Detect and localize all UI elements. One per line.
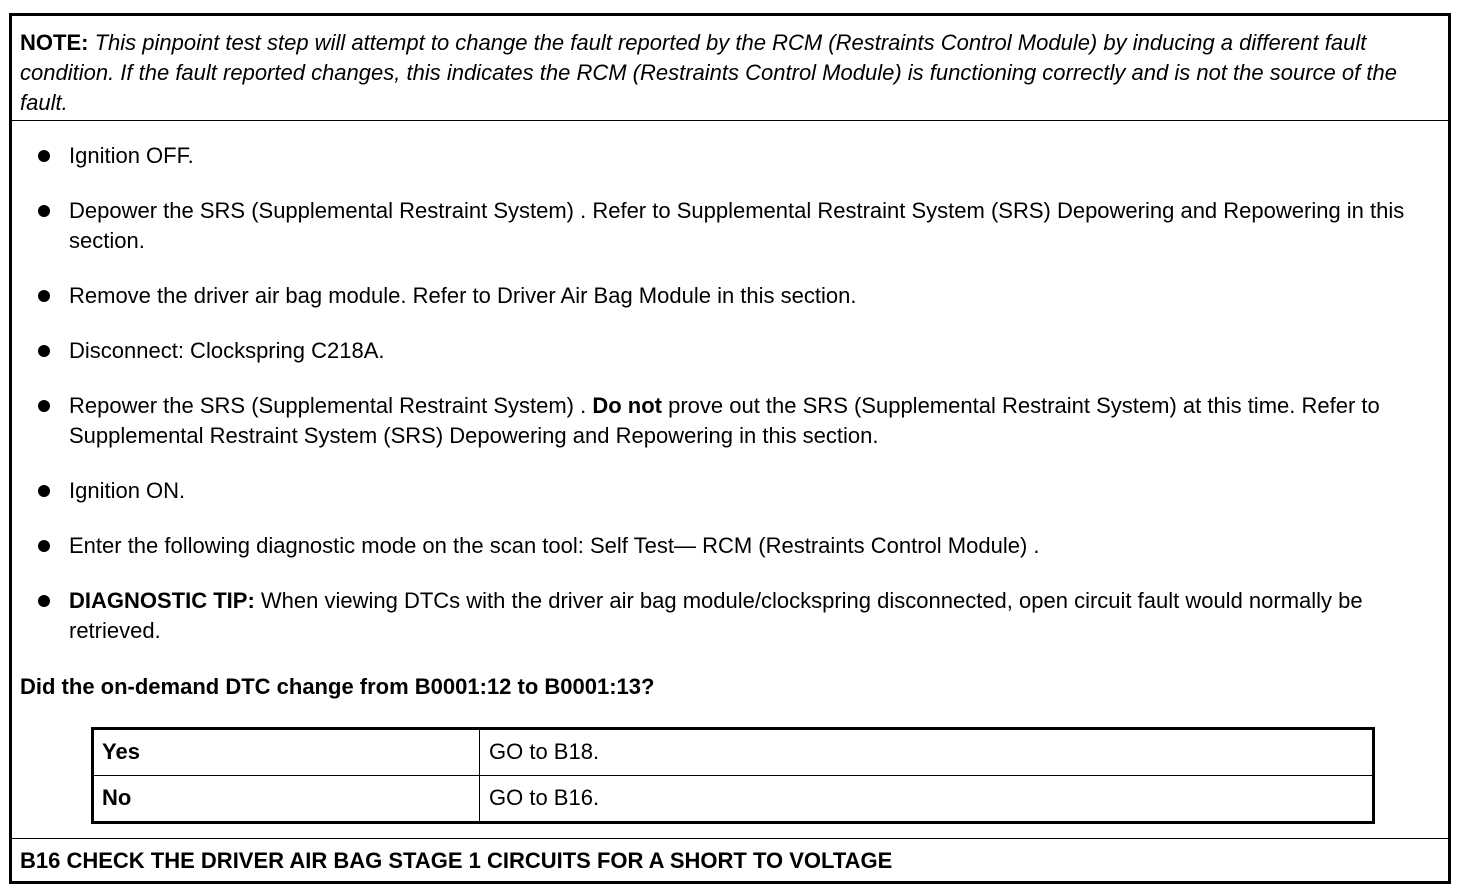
diagnostic-tip-text: When viewing DTCs with the driver air bag module/clockspring disconnected, open circuit fault would normally be retrieved. [69, 588, 1363, 643]
bullet-icon [38, 205, 50, 217]
table-row-no [94, 776, 1372, 821]
do-not-emphasis: Do not [592, 393, 662, 418]
step-text: Ignition OFF. [69, 143, 194, 168]
step-text: Ignition ON. [69, 478, 186, 503]
step-text: Enter the following diagnostic mode on the scan tool: Self Test— RCM (Restraints Control Module) . [69, 533, 1040, 558]
answer-action-no[interactable]: GO to B16. [489, 785, 600, 810]
note-label: NOTE: [20, 30, 89, 55]
bullet-icon [38, 595, 50, 607]
step-text [69, 391, 1429, 451]
next-step-heading: B16 CHECK THE DRIVER AIR BAG STAGE 1 CIRCUITS FOR A SHORT TO VOLTAGE [12, 838, 1448, 881]
bullet-icon [38, 345, 50, 357]
bullet-icon [38, 485, 50, 497]
step-text: Disconnect: Clockspring C218A. [69, 338, 385, 363]
pinpoint-test-frame [9, 13, 1451, 884]
step-text: Depower the SRS (Supplemental Restraint System) . Refer to Supplemental Restraint System (SRS) Depowering and Repowering in this section. [69, 198, 1405, 253]
question-text: Did the on-demand DTC change from B0001:12 to B0001:13? [20, 674, 655, 699]
step-text-post: prove out the SRS (Supplemental Restraint System) at this time. Refer to Supplemental Restraint System (SRS) Depowering and Repowering in this section. [69, 393, 1380, 448]
answer-key-yes: Yes [102, 739, 140, 764]
answer-key-no: No [102, 785, 132, 810]
bullet-icon [38, 290, 50, 302]
step-text-pre: Repower the SRS (Supplemental Restraint System) . [69, 393, 593, 418]
table-row-yes [94, 730, 1372, 776]
note-box [12, 16, 1448, 121]
note-text: This pinpoint test step will attempt to change the fault reported by the RCM (Restraints Control Module) by inducing a different fault condition. If the fault reported changes, this indicates the RCM (Restraints Control Module) is functioning correctly and is not the source of the fault. [20, 30, 1397, 115]
step-text: Remove the driver air bag module. Refer to Driver Air Bag Module in this section. [69, 283, 857, 308]
bullet-icon [38, 150, 50, 162]
step-text [69, 586, 1429, 646]
bullet-icon [38, 540, 50, 552]
diagnostic-tip-label: DIAGNOSTIC TIP: [69, 588, 255, 613]
answer-table [91, 727, 1375, 824]
answer-action-yes[interactable]: GO to B18. [489, 739, 600, 764]
bullet-icon [38, 400, 50, 412]
